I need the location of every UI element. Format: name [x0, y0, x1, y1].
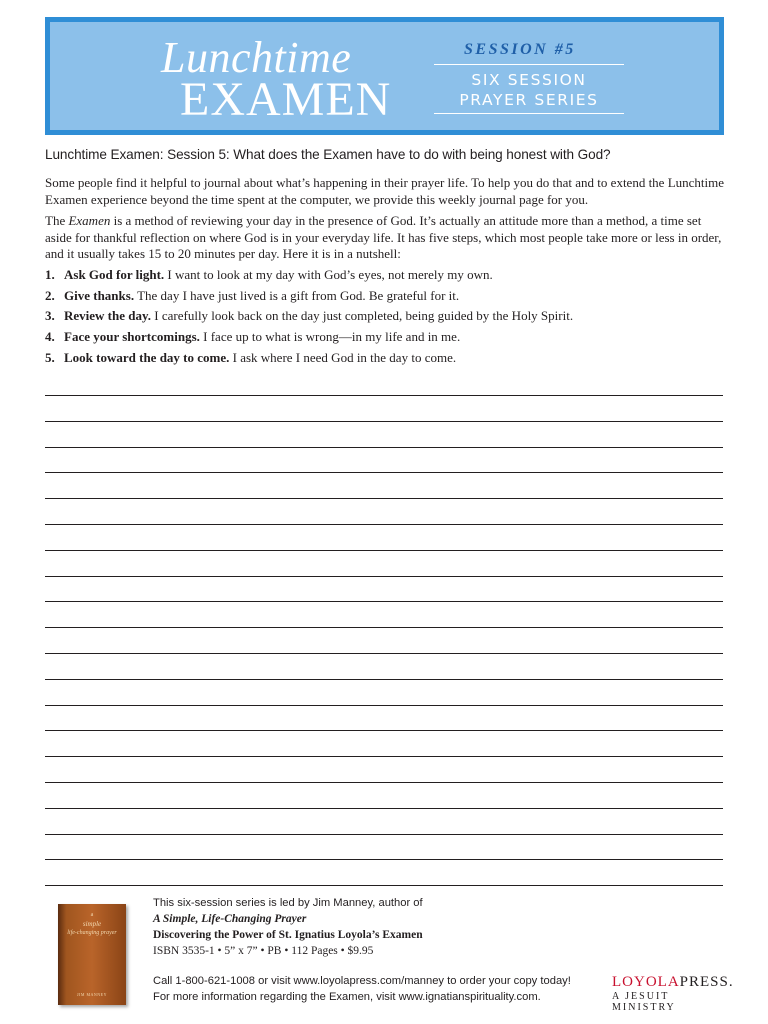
- journal-line[interactable]: [45, 834, 723, 835]
- intro-paragraph: Some people find it helpful to journal about what’s happening in their prayer life. To help you do that and to extend the Lunchtime Examen experience beyond the time spent at the computer, we provide this weekly journal page for you.: [45, 175, 725, 207]
- header-banner: [45, 17, 724, 135]
- step-text: The day I have just lived is a gift from God. Be grateful for it.: [134, 287, 460, 303]
- examen-paragraph: [45, 213, 725, 263]
- journal-line[interactable]: [45, 705, 723, 706]
- journal-line[interactable]: [45, 576, 723, 577]
- step-text: I face up to what is wrong—in my life and in me.: [199, 329, 461, 345]
- journal-line[interactable]: [45, 808, 723, 809]
- footer-order-link[interactable]: Call 1-800-621-1008 or visit www.loyolapress.com/manney to order your copy today!: [153, 975, 571, 987]
- step-number: 3.: [45, 308, 55, 324]
- header-banner-inner: [50, 22, 719, 130]
- examen-rest: is a method of reviewing your day in the presence of God. It’s actually an attitude more than a method, a time set aside for thankful reflection on where God is in your everyday life. It has five steps, which most people take more or less in order, and it usually takes 15 to 20 minutes per day. Here it is in a nutshell:: [45, 213, 722, 261]
- book-cover-line3: life-changing prayer: [67, 930, 117, 936]
- step-item: [45, 288, 725, 309]
- journal-line[interactable]: [45, 782, 723, 783]
- footer-isbn: ISBN 3535-1 • 5” x 7” • PB • 112 Pages • $9.95: [153, 945, 374, 957]
- step-number: 1.: [45, 267, 55, 282]
- session-label: SESSION #5: [464, 41, 576, 58]
- journal-line[interactable]: [45, 756, 723, 757]
- steps-list: [45, 267, 725, 370]
- step-text: I want to look at my day with God’s eyes, not merely my own.: [164, 267, 493, 282]
- journal-line[interactable]: [45, 421, 723, 422]
- step-text: I carefully look back on the day just completed, being guided by the Holy Spirit.: [151, 308, 574, 324]
- step-text: I ask where I need God in the day to come.: [229, 349, 457, 365]
- book-cover-author: JIM MANNEY: [77, 992, 107, 997]
- logo-wordmark: [612, 974, 737, 991]
- footer-led-by: This six-session series is led by Jim Manney, author of: [153, 897, 423, 909]
- journal-line[interactable]: [45, 395, 723, 396]
- logo-loyola: LOYOLA: [612, 974, 680, 990]
- examen-italic-word: Examen: [68, 213, 111, 228]
- brand-title-line2: EXAMEN: [180, 73, 392, 126]
- step-item: [45, 329, 725, 350]
- journal-line[interactable]: [45, 653, 723, 654]
- journal-line[interactable]: [45, 472, 723, 473]
- step-title: Ask God for light.: [64, 267, 165, 282]
- loyola-press-logo[interactable]: [612, 974, 737, 1013]
- series-label-line1: SIX SESSION: [471, 71, 587, 89]
- step-number: 4.: [45, 329, 55, 345]
- step-title: Give thanks.: [64, 287, 135, 303]
- step-title: Review the day.: [64, 308, 152, 324]
- footer-book-title: A Simple, Life-Changing Prayer: [153, 913, 307, 925]
- step-title: Face your shortcomings.: [64, 329, 200, 345]
- logo-tagline: A JESUIT MINISTRY: [612, 991, 676, 1013]
- step-title: Look toward the day to come.: [64, 349, 230, 365]
- brand-title-line1: Lunchtime: [161, 33, 352, 82]
- step-item: [45, 350, 725, 371]
- page-heading: Lunchtime Examen: Session 5: What does the Examen have to do with being honest with God?: [45, 147, 611, 162]
- book-cover-line1: a: [90, 912, 94, 918]
- step-item: [45, 267, 725, 288]
- banner-divider-bottom: [434, 113, 624, 114]
- footer-more-info-link[interactable]: For more information regarding the Examen, visit www.ignatianspirituality.com.: [153, 991, 541, 1003]
- journal-line[interactable]: [45, 859, 723, 860]
- book-cover-line2: simple: [82, 920, 102, 928]
- examen-prefix: The: [45, 213, 69, 228]
- banner-divider-top: [434, 64, 624, 65]
- journal-line[interactable]: [45, 447, 723, 448]
- step-item: [45, 308, 725, 329]
- journal-line[interactable]: [45, 627, 723, 628]
- book-cover-image: [58, 904, 126, 1005]
- journal-line[interactable]: [45, 524, 723, 525]
- footer-book-subtitle: Discovering the Power of St. Ignatius Loyola’s Examen: [153, 929, 423, 941]
- journal-line[interactable]: [45, 498, 723, 499]
- journal-line[interactable]: [45, 601, 723, 602]
- step-number: 5.: [45, 349, 55, 365]
- journal-line[interactable]: [45, 679, 723, 680]
- journal-line[interactable]: [45, 550, 723, 551]
- series-label-line2: PRAYER SERIES: [459, 91, 599, 109]
- journal-line[interactable]: [45, 885, 723, 886]
- journal-line[interactable]: [45, 730, 723, 731]
- logo-press: PRESS.: [679, 974, 734, 990]
- step-number: 2.: [45, 287, 55, 303]
